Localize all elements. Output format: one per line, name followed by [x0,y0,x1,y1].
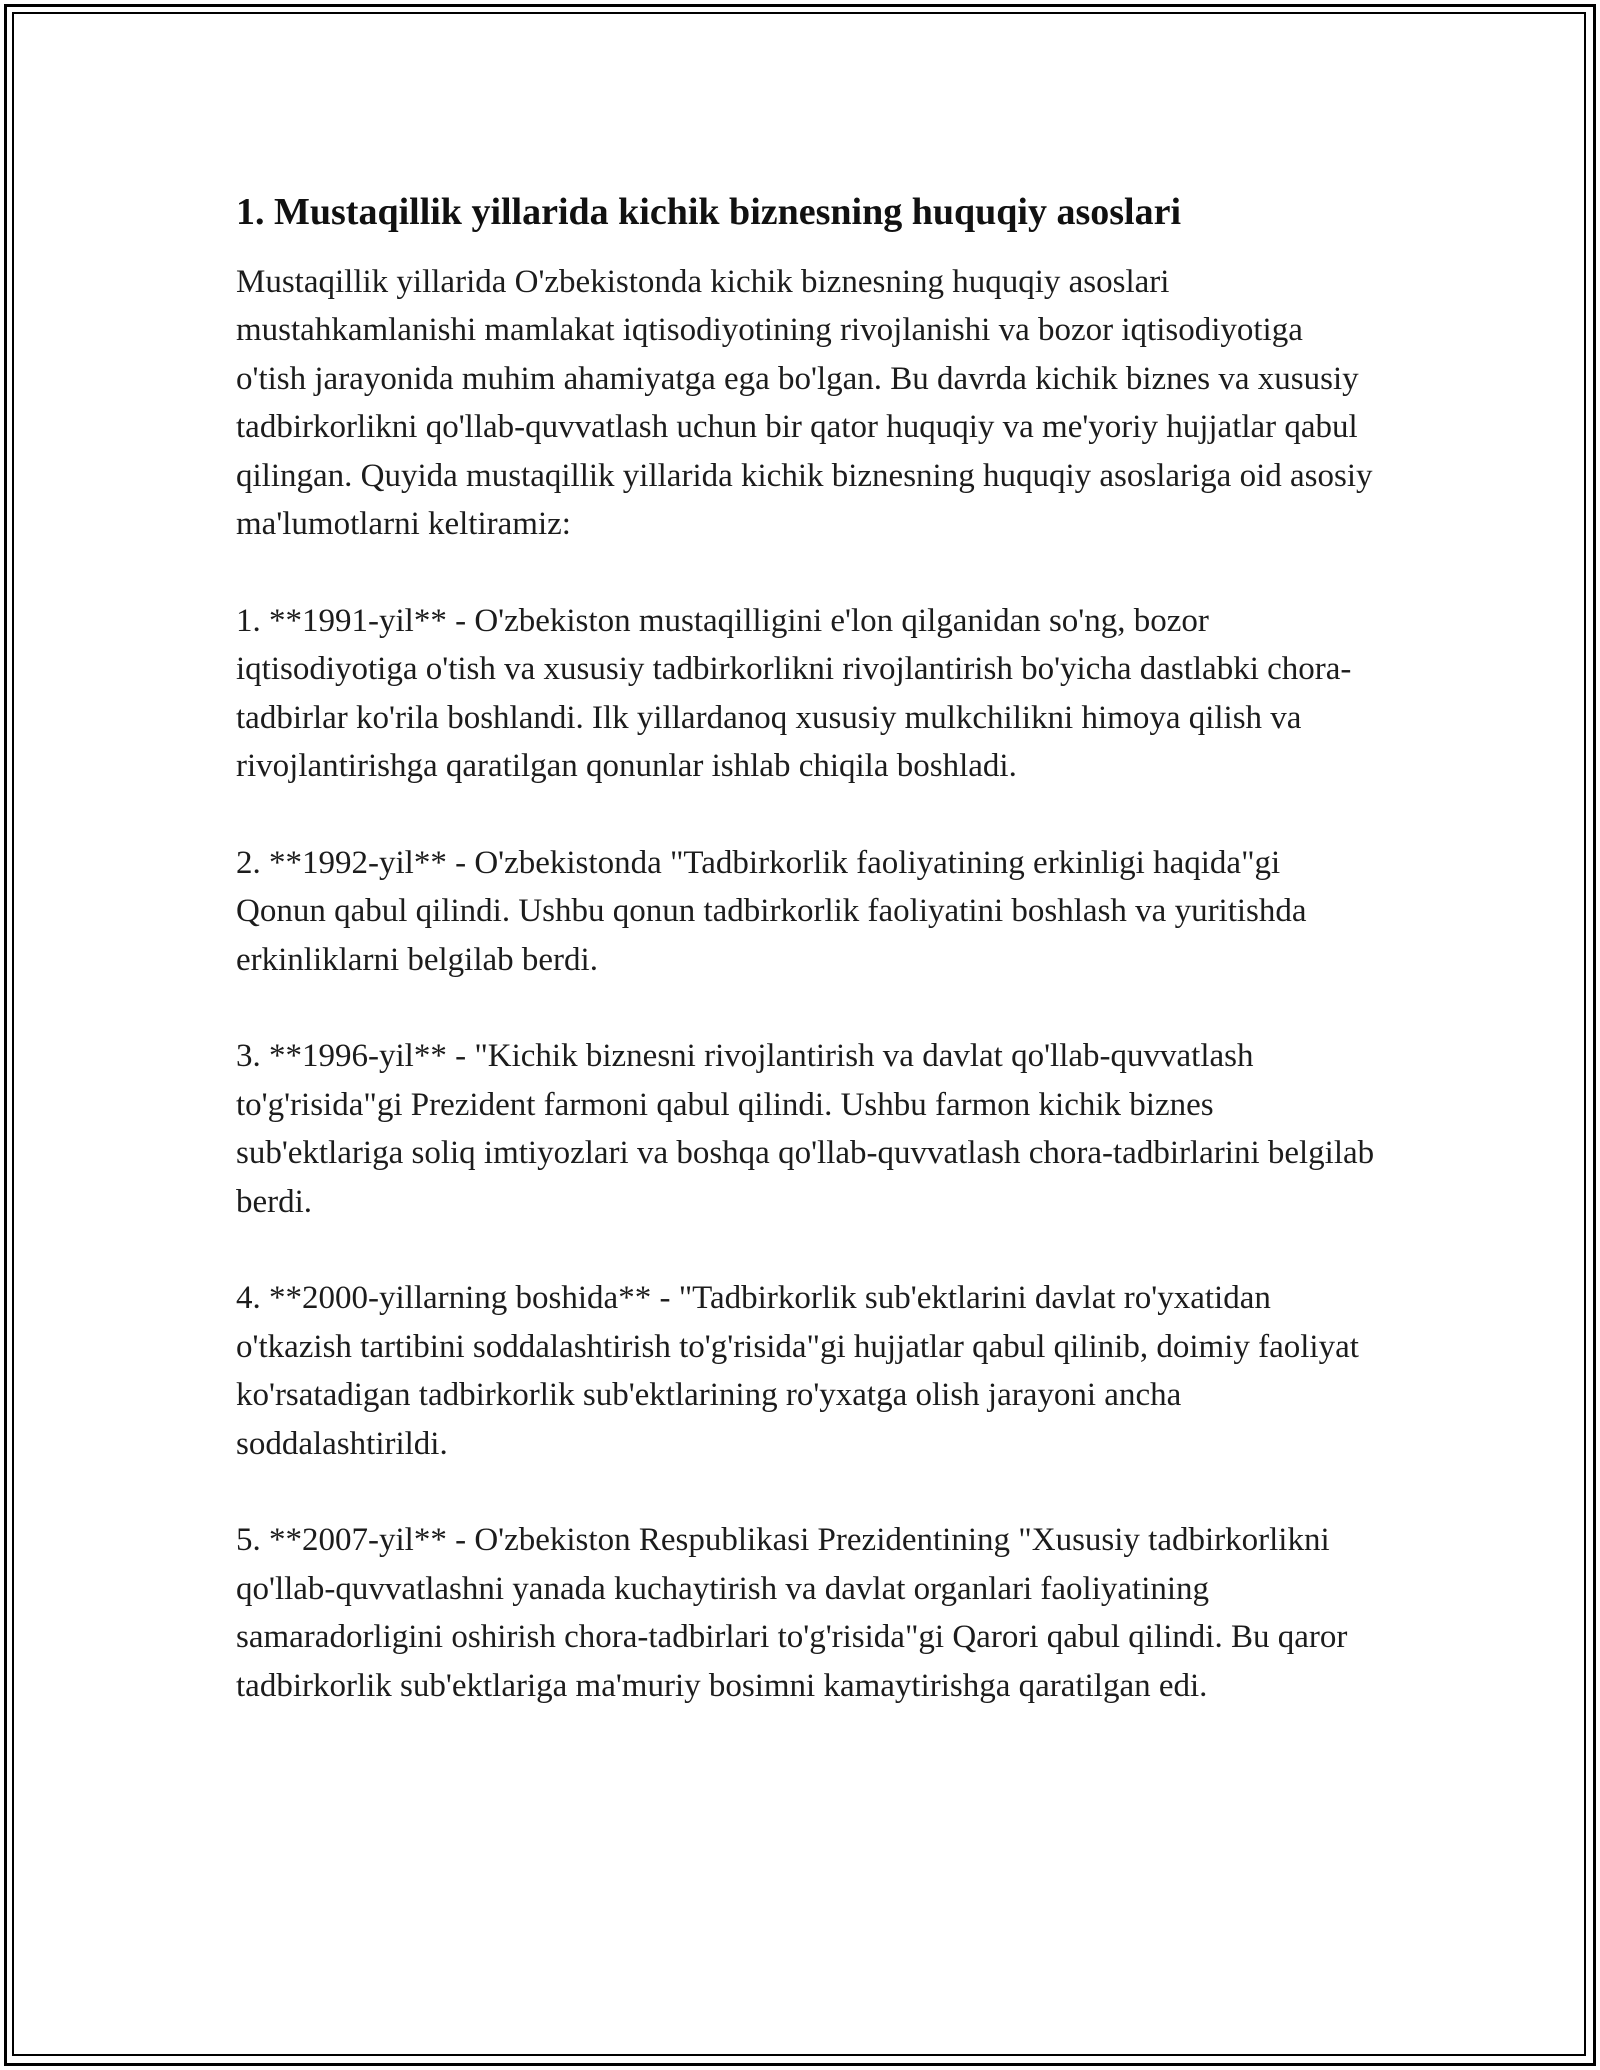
list-item: 4. **2000-yillarning boshida** - "Tadbirkorlik sub'ektlarini davlat ro'yxatidan o'tkazish tartibini soddalashtirish to'g'risida"gi hujjatlar qabul qilinib, doimiy faoliyat ko'rsatadigan tadbirkorlik sub'ektlarining ro'yxatga olish jarayoni ancha soddalashtirildi. [236,1280,1359,1462]
document-body [236,186,1376,1710]
list-item: 2. **1992-yil** - O'zbekistonda "Tadbirkorlik faoliyatining erkinligi haqida"gi Qonun qabul qilindi. Ushbu qonun tadbirkorlik faoliyatini boshlash va yuritishda erkinliklarni belgilab berdi. [236,844,1307,978]
list-item: 5. **2007-yil** - O'zbekiston Respublikasi Prezidentining "Xususiy tadbirkorlikni qo'llab-quvvatlashni yanada kuchaytirish va davlat organlari faoliyatining samaradorligini oshirish chora-tadbirlari to'g'risida"gi Qarori qabul qilindi. Bu qaror tadbirkorlik sub'ektlariga ma'muriy bosimni kamaytirishga qaratilgan edi. [236,1522,1348,1704]
section-heading: 1. Mustaqillik yillarida kichik biznesning huquqiy asoslari [236,191,1182,233]
intro-paragraph: Mustaqillik yillarida O'zbekistonda kichik biznesning huquqiy asoslari mustahkamlanishi mamlakat iqtisodiyotining rivojlanishi va bozor iqtisodiyotiga o'tish jarayonida muhim ahamiyatga ega bo'lgan. Bu davrda kichik biznes va xususiy tadbirkorlikni qo'llab-quvvatlash uchun bir qator huquqiy va me'yoriy hujjatlar qabul qilingan. Quyida mustaqillik yillarida kichik biznesning huquqiy asoslariga oid asosiy ma'lumotlarni keltiramiz: [236,264,1373,543]
list-item: 3. **1996-yil** - "Kichik biznesni rivojlantirish va davlat qo'llab-quvvatlash to'g'risida"gi Prezident farmoni qabul qilindi. Ushbu farmon kichik biznes sub'ektlariga soliq imtiyozlari va boshqa qo'llab-quvvatlash chora-tadbirlarini belgilab berdi. [236,1038,1375,1220]
list-item: 1. **1991-yil** - O'zbekiston mustaqilligini e'lon qilganidan so'ng, bozor iqtisodiyotiga o'tish va xususiy tadbirkorlikni rivojlantirish bo'yicha dastlabki chora-tadbirlar ko'rila boshlandi. Ilk yillardanoq xususiy mulkchilikni himoya qilish va rivojlantirishga qaratilgan qonunlar ishlab chiqila boshladi. [236,602,1352,785]
